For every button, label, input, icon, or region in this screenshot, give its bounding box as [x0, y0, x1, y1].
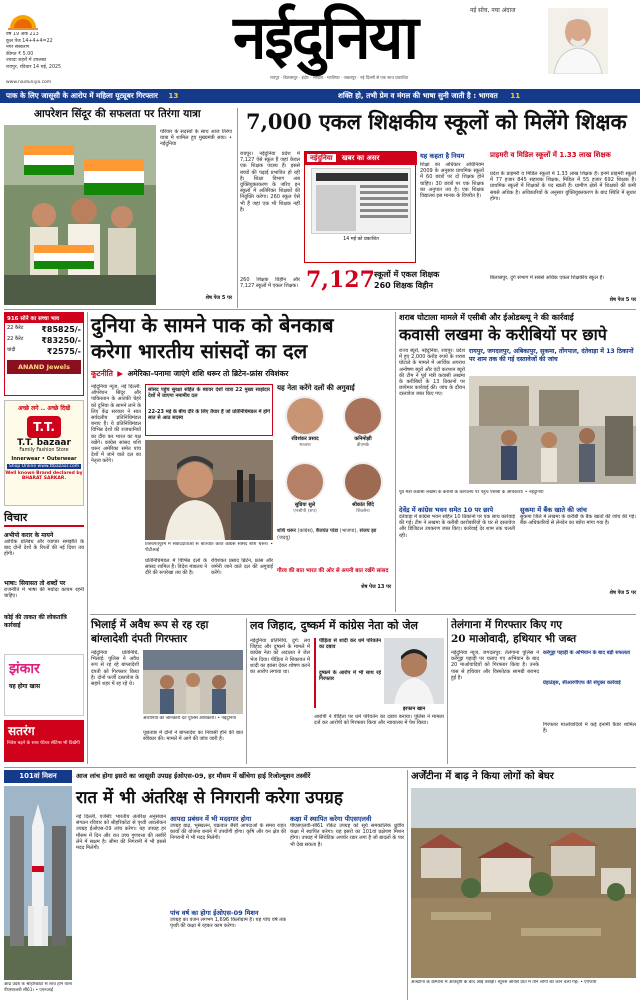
- bangladesh-headline-1[interactable]: भिलाई में अवैध रूप से रह रहा: [91, 619, 209, 631]
- leader-party: शिवसेना: [356, 509, 370, 514]
- kawasi-box-2: [520, 506, 636, 612]
- satrang-title: सतरंग: [8, 724, 35, 738]
- leader-card[interactable]: [277, 396, 333, 458]
- schools-col-right: प्रदेश के प्राइमरी व मिडिल स्कूलों में 1.33 लाख शिक्षक हैं। इनमें प्राइमरी स्कूलों में 77 हजार 845 सहायक शिक्षक, मिडिल में 55 हजार 692 शिक्षक हैं। प्राथमिक स्कूलों में शिक्षकों के पद खाली हैं। ग्रामीण क्षेत्रों में शिक्षकों की कमी सबसे अधिक है। अधिकारियों के अनुसार युक्तियुक्तकरण के बाद स्थिति में सुधार होगा।: [490, 171, 636, 202]
- divider: [90, 614, 636, 615]
- vichar-box: [4, 510, 84, 650]
- leader-card[interactable]: [335, 396, 391, 458]
- tiranga-continue[interactable]: शेष पेज 5 पर: [205, 295, 232, 301]
- divider: [87, 312, 88, 764]
- vichar-item[interactable]: अभीपो करार के मायने: [4, 532, 54, 539]
- edition-line: नगर संस्करण: [6, 45, 30, 50]
- pak-bullet: 22-23 मई के बीच दौरे के लिए तैयार हैं जो प्रतिनिधिमंडल में होंगे सात से आठ सदस्य: [148, 409, 270, 422]
- tharoor-caption: तिरुवनंतपुरम में संवाददाताओं से बातचीत करते कांग्रेस सांसद शशि थरूर। • पीटीआई: [145, 542, 273, 554]
- ticker-right-text: शक्ति हो, तभी प्रेम व मंगल की भाषा सुनी जाती है : भागवत: [338, 91, 498, 100]
- story-love-jihad: [250, 618, 444, 764]
- leader-portrait: [343, 396, 383, 436]
- ticker-right-page: 11: [510, 91, 521, 100]
- separator: ): [288, 534, 291, 541]
- impact-text: खबर का असर: [341, 154, 380, 162]
- love-jihad-col-1: नईदुनिया प्रतिनिधि, दुर्ग: लव जिहाद और दुष्कर्म के मामले में कांग्रेस नेता को अदालत ने जेल भेज दिया। पीड़िता ने शिकायत में शादी का झांसा देकर शोषण करने का आरोप लगाया था।: [250, 638, 310, 676]
- kawasi-continue[interactable]: शेष पेज 5 पर: [609, 590, 636, 596]
- divider: [447, 618, 448, 764]
- leaders-extra: [277, 528, 391, 564]
- rule-box: [420, 151, 484, 263]
- pak-continue[interactable]: शेष पेज 13 पर: [361, 584, 391, 590]
- masthead: [0, 0, 640, 88]
- kawasi-box-title[interactable]: सुकमा में बैंक खाते की जांच: [520, 506, 587, 514]
- masthead-title: नईदुनिया: [233, 3, 417, 73]
- edition-line: कीमत ₹ 5.00: [6, 51, 34, 57]
- masthead-tagline: नई सोच, नया अंदाज: [470, 7, 516, 14]
- story-kawasi: [399, 312, 636, 612]
- edition-line: वर्ष 19 अंक 213: [6, 32, 39, 37]
- bangladesh-col-2: पूछताछ में दोनों ने बांग्लादेश का निवासी होने की बात स्वीकार की। मामले में आगे की जांच जारी है।: [143, 730, 243, 743]
- schools-col-bottom-2: बिलासपुर, दुर्ग संभाग में सबसे अधिक एकल शिक्षकीय स्कूल हैं।: [490, 275, 605, 281]
- pak-bullet: सांसद पहुंच सुरक्षा सहित के ब्यावर देशों यात्रा 22 मुख्य साझेदार देशों में जाएगा नमामीय दल: [148, 387, 270, 400]
- edition-line: रायपुर, रविवार 14 मई, 2025: [6, 64, 62, 70]
- newspaper-clip: [311, 168, 411, 234]
- vichar-text: आर्थिक प्रतिबंध और व्यापार समझौते के बाद दोनों देशों के रिश्तों की नई दिशा तय होगी।: [4, 539, 84, 558]
- kawasi-box-1: [399, 506, 515, 612]
- vichar-item[interactable]: कोई की ताकत की लोकतांत्रि कार्रवाई: [4, 614, 67, 629]
- isro-tag: 101वां मिशन: [4, 770, 72, 783]
- telangana-col-2: गिरफ्तार माओवादियों में कई इनामी कैडर शामिल हैं।: [543, 722, 636, 735]
- portrait-photo: [548, 8, 608, 74]
- other-editions: रायपुर · बिलासपुर · इंदौर · भोपाल · ग्वालियर · जबलपुर · नई दिल्ली से एक साथ प्रकाशित: [270, 75, 409, 80]
- schools-headline[interactable]: 7,000 एकल शिक्षकीय स्कूलों को मिलेंगे शिक्षक: [246, 109, 627, 134]
- story-isro: [4, 770, 404, 1000]
- bazaar-ad[interactable]: [4, 400, 84, 506]
- tiranga-headline[interactable]: आपरेशन सिंदूर की सफलता पर तिरंगा यात्रा: [34, 108, 201, 120]
- schools-col-bottom: 260 शिक्षक विहीन और 7,127 स्कूलों में एकल शिक्षक।: [240, 277, 300, 290]
- divider: [237, 108, 238, 308]
- impact-brand: नईदुनिया: [307, 154, 336, 162]
- satrang-ad[interactable]: [4, 720, 84, 762]
- edition-info: [6, 32, 126, 80]
- pak-col-1: नईदुनिया न्यूज, नई दिल्ली: ऑपरेशन सिंदूर और पाकिस्तान के आतंकी चेहरे को दुनिया के सामने लाने के लिए केंद्र सरकार ने सात सर्वदलीय प्रतिनिधिमंडल बनाए हैं। ये प्रतिनिधिमंडल विभिन्न देशों की राजधानियों का दौरा कर भारत का पक्ष रखेंगे। कांग्रेस सांसद शशि थरूर अमेरिका समेत पांच देशों में जाने वाले दल का नेतृत्व करेंगे।: [91, 384, 141, 465]
- rule-box-text: शिक्षा का अधिकार अधिनियम 2009 के अनुसार प्राथमिक स्कूलों में 60 छात्रों पर दो शिक्षक होने चाहिए। 30 छात्रों पर एक शिक्षक का अनुपात तय है। एक शिक्षक विद्यालय इस मानक के विपरीत है।: [420, 162, 484, 200]
- sun-logo-icon: [6, 6, 40, 30]
- argentina-headline[interactable]: अर्जेंटीना में बाढ़ ने किया लोगों को बेघर: [411, 771, 554, 782]
- divider: [4, 767, 636, 768]
- gold-karat: 22 कैरेट: [7, 325, 24, 331]
- isro-box-2: [290, 814, 404, 1000]
- kawasi-box-text: दंतेवाड़ा में कांग्रेस भवन सहित 10 ठिकानों पर एक साथ कार्रवाई की गई। टीम ने लखमा के करीबी कारोबारियों के घर से दस्तावेज और डिजिटल उपकरण जब्त किए। कार्रवाई देर शाम तक चलती रही।: [399, 514, 515, 539]
- kawasi-photo-caption: पूर्व मंत्री कवासी लखमा के करीबी के कार्यालय पर पहुंचे एसीबी के अधिकारी। • नईदुनिया: [399, 490, 544, 495]
- pak-deck: अमेरिका–पनामा जाएंगे शशि थरूर तो ब्रिटेन–फ्रांस रविशंकर: [127, 369, 289, 378]
- isro-box-text: उपग्रह बाढ़, भूस्खलन, चक्रवात जैसी आपदाओं के समय राहत कार्यों की योजना बनाने में उपयोगी होगा। कृषि और वन क्षेत्र की निगरानी में भी मदद मिलेगी।: [170, 823, 286, 842]
- ticker-left-page: 13: [168, 91, 179, 100]
- bazaar-line: Shop Online www.ttbazaar.com: [8, 464, 80, 469]
- vichar-label: विचार: [4, 510, 84, 527]
- isro-box-text: पीएसएलवी-सी61 रॉकेट उपग्रह को सूर्य समकालिक ध्रुवीय कक्षा में स्थापित करेगा। यह इसरो का 101वां प्रक्षेपण मिशन होगा। उपग्रह में सिंथेटिक अपर्चर रडार लगा है जो बादलों के पार भी देख सकता है।: [290, 823, 404, 848]
- divider: [407, 770, 408, 1000]
- gold-ad[interactable]: [4, 312, 84, 396]
- clip-caption: 14 मई को प्रकाशित: [343, 237, 379, 242]
- vichar-item[interactable]: भाषा: सियासत तो शब्दों पर: [4, 580, 66, 587]
- schools-right-title[interactable]: प्राइमरी व मिडिल स्कूलों में 1.33 लाख शिक्षक: [490, 151, 611, 159]
- story-telangana: [451, 618, 636, 764]
- gold-karat: 22 कैरेट: [7, 336, 24, 342]
- website-url: www.naiduniya.com: [6, 80, 52, 85]
- telangana-col-1: नईदुनिया न्यूज, जगदलपुर: तेलंगाना पुलिस ने कर्रेगुट्टा पहाड़ी पर चलाए गए अभियान के बाद 20 माओवादियों को गिरफ्तार किया है। उनके पास से हथियार और विस्फोटक सामग्री बरामद हुई है।: [451, 650, 539, 681]
- separator: (: [277, 534, 279, 541]
- leader-name: कनिमोझी: [354, 436, 372, 442]
- leader-party: कांग्रेस: [299, 528, 311, 534]
- gold-row: [5, 345, 83, 356]
- divider: [4, 309, 636, 310]
- tiranga-photo: [4, 125, 156, 305]
- isro-headline[interactable]: रात में भी अंतरिक्ष से निगरानी करेगा उपग्रह: [76, 788, 343, 808]
- gold-price: ₹83250/-: [41, 336, 81, 345]
- gold-price: ₹2575/-: [46, 347, 81, 356]
- love-jihad-point: पीड़िता से शादी कर धर्म परिवर्तन का दबाव: [319, 638, 381, 651]
- bazaar-tagline: अच्छे लगे .. अच्छे दिखें: [17, 405, 70, 412]
- sub-number-label: 260 शिक्षक विहीन: [374, 281, 433, 290]
- jhankar-note: यह होगा खास: [9, 683, 41, 690]
- triangle-icon: ▶: [117, 369, 124, 378]
- leader-name: बैजयंत पांडा: [316, 528, 339, 534]
- jhankar-ad[interactable]: [4, 654, 84, 716]
- telangana-point: ग्रेहाउंड्स, सीआरपीएफ की संयुक्त कार्रवाई: [543, 680, 621, 686]
- pak-col-3: रविशंकर प्रसाद ब्रिटेन, फ्रांस और जर्मनी जाने वाले दल की अगुवाई करेंगे।: [211, 558, 273, 577]
- isro-box-text: उपग्रह का वजन लगभग 1,696 किलोग्राम है। यह पांच वर्ष तक पृथ्वी की कक्षा में रहकर काम करेगा।: [170, 917, 286, 930]
- leader-name: श्रीकांत शिंदे: [352, 502, 374, 508]
- leader-name: सुप्रिया सुले: [294, 502, 316, 508]
- rocket-caption: आंध्र प्रदेश के श्रीहरिकोटा से लांच होने वाला पीएसएलवी सी61। • एएनआई: [4, 982, 72, 994]
- story-bangladesh: [91, 618, 243, 764]
- accused-name: इरफान खान: [402, 706, 426, 712]
- love-jihad-headline[interactable]: लव जिहाद, दुष्कर्म में कांग्रेस नेता को जेल: [250, 619, 418, 632]
- big-number: 7,127: [306, 267, 375, 293]
- pak-kicker-label: कूटनीति: [91, 369, 113, 378]
- bazaar-sub: Family Fashion Store: [19, 448, 69, 453]
- vichar-text: राजनीति में भाषा की मर्यादा कायम रहनी चाहिए।: [4, 587, 84, 600]
- pak-col-2: प्रतिनिधिमंडल में विभिन्न दलों के सांसद शामिल हैं। विदेश मंत्रालय ने दौरे की रूपरेखा तय की है।: [145, 558, 207, 577]
- kawasi-photo: [469, 376, 636, 484]
- bangladesh-photo: [143, 650, 243, 714]
- tharoor-photo: [145, 440, 273, 540]
- schools-big-number: [306, 267, 466, 303]
- isro-box-3: [170, 908, 286, 1000]
- big-number-text: [374, 269, 474, 291]
- big-number-label: स्कूलों में एकल शिक्षक: [374, 270, 440, 279]
- separator: ),: [310, 528, 316, 534]
- edition-line: ज्यादा शहरों में उपलब्ध: [6, 58, 47, 63]
- leader-party: भाजपा: [341, 528, 355, 534]
- divider: [395, 312, 396, 612]
- kawasi-headline-1[interactable]: शराब घोटाला मामले में एसीबी और ईओडब्ल्यू ने की कार्रवाई: [399, 313, 574, 322]
- gold-row: [5, 334, 83, 345]
- jhankar-title: झंकार: [9, 661, 40, 677]
- gold-row: [5, 323, 83, 334]
- ticker-right[interactable]: [338, 89, 638, 103]
- love-jihad-point: दुष्कर्म के आरोप में भी साथ रहे गिरफ्तार: [319, 670, 381, 683]
- kawasi-box-text: सुकमा जिले में लखमा के करीबी के बैंक खातों की जांच की गई। बैंक अधिकारियों से लेनदेन का ब्योरा मांगा गया है।: [520, 514, 636, 527]
- telangana-point: कर्रेगुट्टा पहाड़ी के अभियान के बाद बड़ी सफलता: [543, 650, 631, 656]
- leader-party: डीएमके: [356, 443, 370, 448]
- schools-col-1: रायपुर। नईदुनिया प्रदेश में 7,127 ऐसे स्कूल हैं जहां केवल एक शिक्षक पदस्थ हैं। इससे बच्चों की पढ़ाई प्रभावित हो रही है। शिक्षा विभाग अब युक्तियुक्तकरण के जरिए इन स्कूलों में अतिरिक्त शिक्षकों की नियुक्ति करेगा। 260 स्कूल ऐसे भी हैं जहां एक भी शिक्षक नहीं है।: [240, 151, 300, 213]
- rocket-photo: [4, 786, 72, 980]
- pak-side-note: गौरव की बात भारत की ओर से अपनी बात रखेंगे सांसद: [277, 568, 389, 574]
- schools-impact-box: [304, 151, 416, 263]
- kawasi-col-1: राज्य ब्यूरो, नईदुनिया, रायपुर: प्रदेश में हुए 2,000 करोड़ रुपये के शराब घोटाले के मामले में आर्थिक अपराध अन्वेषण ब्यूरो और एंटी करप्शन ब्यूरो की टीम ने पूर्व मंत्री कवासी लखमा के करीबियों के 13 ठिकानों पर छापेमार कार्रवाई की। जांच के दौरान दस्तावेज जब्त किए गए।: [399, 348, 465, 398]
- isro-box-title[interactable]: कक्षा में स्थापित करेगा पीएसएलवी: [290, 815, 372, 823]
- bangladesh-caption: आरोपियों की जानकारी देते पुलिस अधिकारी। • नईदुनिया: [143, 716, 237, 721]
- love-jihad-points: [314, 638, 380, 708]
- rule-box-title: यह कहता है नियम: [420, 152, 465, 160]
- gold-karat: चांदी: [7, 347, 16, 353]
- pak-kicker: [91, 368, 391, 380]
- ticker-left-text: पाक के लिए जासूसी के आरोप में महिला यूट्यूबर गिरफ्तार: [6, 91, 158, 100]
- edition-line: कुल पेज 14+4+4=22: [6, 38, 53, 44]
- flood-photo: [411, 788, 636, 978]
- isro-strap[interactable]: आज लांच होगा इसरो का जासूसी उपग्रह ईओएस-09, हर मौसम में खींचेगा हाई रिजोल्यूशन तस्वीरें: [76, 772, 311, 780]
- leader-party: एनसीपी (शप): [293, 509, 317, 514]
- bazaar-logo-icon: T.T.: [27, 416, 61, 438]
- isro-box-title[interactable]: आपदा प्रबंधन में भी मददगार होगा: [170, 815, 252, 823]
- story-pak: [91, 312, 391, 612]
- kawasi-box-title[interactable]: देवेंद्र में कांग्रेस भवन समेत 10 पर छापे: [399, 506, 494, 514]
- story-argentina: [411, 770, 636, 1000]
- bangladesh-col-1: नईदुनिया प्रतिनिधि, भिलाई: पुलिस ने अवैध रूप से रह रहे बांग्लादेशी दंपती को गिरफ्तार किया है। दोनों फर्जी दस्तावेज के सहारे शहर में रह रहे थे।: [91, 650, 139, 688]
- kawasi-headline-2[interactable]: कवासी लखमा के करीबियों पर छापे: [399, 325, 607, 344]
- isro-box-title[interactable]: पांच वर्ष का होगा ईओएस-09 मिशन: [170, 909, 259, 917]
- telangana-points: [543, 650, 636, 720]
- leader-name: संजय झा: [359, 528, 377, 534]
- leader-party: भाजपा: [299, 443, 311, 448]
- telangana-headline-2[interactable]: 20 माओवादी, हथियार भी जब्त: [451, 633, 577, 645]
- gold-price: ₹85825/-: [41, 325, 81, 334]
- pak-headline-1[interactable]: दुनिया के सामने पाक को बेनकाब: [91, 313, 334, 337]
- separator: (: [297, 528, 300, 534]
- leader-card[interactable]: [335, 462, 391, 524]
- separator: ),: [354, 528, 360, 534]
- gold-label: 916 सोने का सच्चा भाव: [5, 313, 83, 323]
- divider: [246, 618, 247, 764]
- ticker-bar: [0, 89, 640, 103]
- leader-portrait: [285, 396, 325, 436]
- leader-party: जदयू: [278, 534, 289, 541]
- leader-name: रविशंकर प्रसाद: [291, 436, 319, 442]
- telangana-headline-1[interactable]: तेलंगाना में गिरफ्तार किए गए: [451, 619, 563, 631]
- ticker-left[interactable]: [6, 89, 326, 103]
- jeweller-name: ANAND Jewels: [7, 360, 81, 374]
- leader-card[interactable]: [277, 462, 333, 524]
- leaders-grid: [277, 396, 391, 596]
- bazaar-name: T.T. bazaar: [17, 438, 71, 448]
- impact-badge: [305, 152, 417, 165]
- pak-headline-2[interactable]: करेगा भारतीय सांसदों का दल: [91, 339, 308, 363]
- bazaar-line: Well known Brand declared by BHARAT SARKAR.: [5, 471, 83, 481]
- isro-col-1: नई दिल्ली, एजेंसी: भारतीय अंतरिक्ष अनुसंधान संगठन रविवार को श्रीहरिकोटा से पृथ्वी अवलोकन उपग्रह ईओएस-09 लांच करेगा। यह उपग्रह हर मौसम में दिन और रात उच्च गुणवत्ता की तस्वीरें लेने में सक्षम है। सीमा की निगरानी में भी इससे मदद मिलेगी।: [76, 814, 166, 852]
- isro-box-1: [170, 814, 286, 904]
- leaders-head: यह नेता करेंगे दलों की अगुवाई: [277, 384, 355, 392]
- bazaar-line: Innerwear • Outerwear: [11, 456, 77, 462]
- schools-continue[interactable]: शेष पेज 5 पर: [609, 297, 636, 303]
- kawasi-deck: रायपुर, जगदलपुर, अबिकापुर, सुकमा, तोंगपाल, दंतेवाड़ा में 13 ठिकानों पर शाम तक की गई दस्तावेजों की जांच: [469, 348, 634, 363]
- satrang-note: निवेश बढ़ने के साथ फीचर सेटिंग्स भी दिखेंगी: [7, 741, 80, 746]
- story-tiranga: [4, 107, 234, 307]
- pak-bullets: [145, 384, 273, 436]
- love-jihad-col-2: आरोपी ने पीड़िता पर धर्म परिवर्तन का दबाव बनाया। पुलिस ने मामला दर्ज कर आरोपी को गिरफ्तार किया और न्यायालय में पेश किया।: [314, 714, 444, 727]
- separator: (: [339, 528, 342, 534]
- leader-portrait: [343, 462, 383, 502]
- leader-portrait: [285, 462, 325, 502]
- bangladesh-headline-2[interactable]: बांग्लादेशी दंपती गिरफ्तार: [91, 633, 188, 645]
- flood-caption: अर्जेंटीना के कैम्पाना में अतिवृष्टि के बाद आई तबाही। ब्यूनस आयर्स प्रांत में तीन लोगों की जान चली गई। • एएफपी: [411, 980, 597, 985]
- story-schools: [240, 107, 636, 307]
- accused-photo: [384, 638, 444, 704]
- tiranga-caption: परिवार के सदस्यों के साथ आज तिरंगा यात्रा में शामिल हुए मुख्यमंत्री साय। • नईदुनिया: [160, 129, 232, 148]
- leader-name: शशि थरूर: [277, 528, 296, 534]
